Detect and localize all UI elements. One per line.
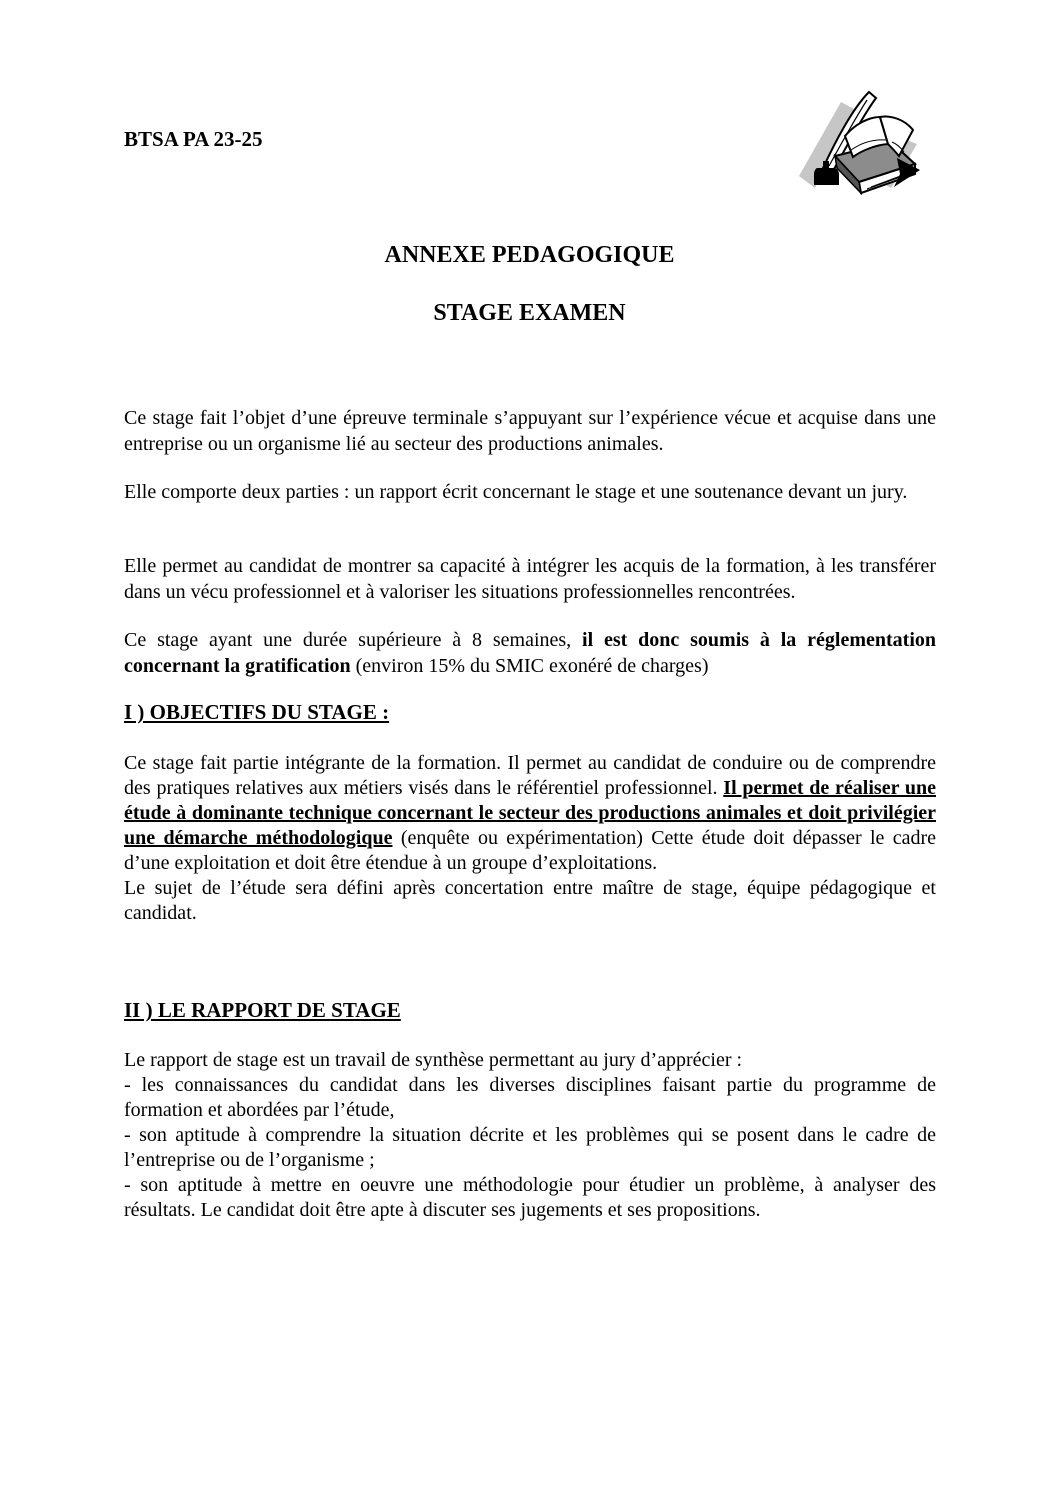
section-rapport-body (124, 1048, 936, 1223)
paragraph-gratification (124, 627, 936, 679)
rapport-intro-text: Le rapport de stage est un travail de synthèse permettant au jury d’apprécier : (124, 1049, 743, 1071)
paragraph-sujet-etude: Le sujet de l’étude sera défini après concertation entre maître de stage, équipe pédagogique et candidat. (124, 877, 936, 924)
document-reference: BTSA PA 23-25 (124, 127, 263, 151)
paragraph-epreuve-terminale: Ce stage fait l’objet d’une épreuve terminale s’appuyant sur l’expérience vécue et acquise dans une entreprise ou un organisme lié au secteur des productions animales. (124, 407, 936, 455)
rapport-list-item-situation: - son aptitude à comprendre la situation décrite et les problèmes qui se posent dans le cadre de l’entreprise ou de l’organisme ; (124, 1124, 936, 1171)
objectifs-lead-text: Ce stage fait partie intégrante de la formation. Il permet au candidat de conduire ou de comprendre des pratiques relatives aux métiers visés dans le référentiel professionnel. (124, 752, 936, 799)
section-heading-rapport: II ) LE RAPPORT DE STAGE (124, 998, 401, 1022)
paragraph-capacite-candidat: Elle permet au candidat de montrer sa capacité à intégrer les acquis de la formation, à les transférer dans un vécu professionnel et à valoriser les situations professionnelles rencontrées. (124, 555, 936, 603)
open-book-quill-ink-icon (793, 90, 923, 208)
rapport-list-item-methodologie: - son aptitude à mettre en oeuvre une méthodologie pour étudier un problème, à analyser des résultats. Le candidat doit être apte à discuter ses jugements et ses propositions. (124, 1174, 936, 1221)
document-title-line2: STAGE EXAMEN (433, 300, 626, 326)
objectifs-bold-underlined-text: Il permet de réaliser une étude à dominante technique concernant le secteur des productions animales et doit privilégier une démarche méthodologique (124, 777, 936, 849)
gratification-tail-text: (environ 15% du SMIC exonéré de charges) (350, 655, 709, 677)
paragraph-deux-parties: Elle comporte deux parties : un rapport écrit concernant le stage et une soutenance devant un jury. (124, 481, 908, 503)
objectifs-tail-text: (enquête ou expérimentation) Cette étude doit dépasser le cadre d’une exploitation et doit être étendue à un groupe d’exploitations. (124, 827, 937, 874)
gratification-lead-text: Ce stage ayant une durée supérieure à 8 semaines, (124, 629, 583, 651)
paragraph-objectifs-etude (124, 751, 936, 876)
section-heading-objectifs: I ) OBJECTIFS DU STAGE : (124, 700, 390, 724)
book-quill-logo (793, 90, 923, 208)
document-title-line1: ANNEXE PEDAGOGIQUE (384, 242, 675, 268)
gratification-bold-text: il est donc soumis à la réglementation concernant la gratification (124, 629, 936, 677)
rapport-list-item-connaissances: - les connaissances du candidat dans les diverses disciplines faisant partie du programme de formation et abordées par l’étude, (124, 1074, 936, 1121)
section-objectifs-body (124, 751, 936, 926)
